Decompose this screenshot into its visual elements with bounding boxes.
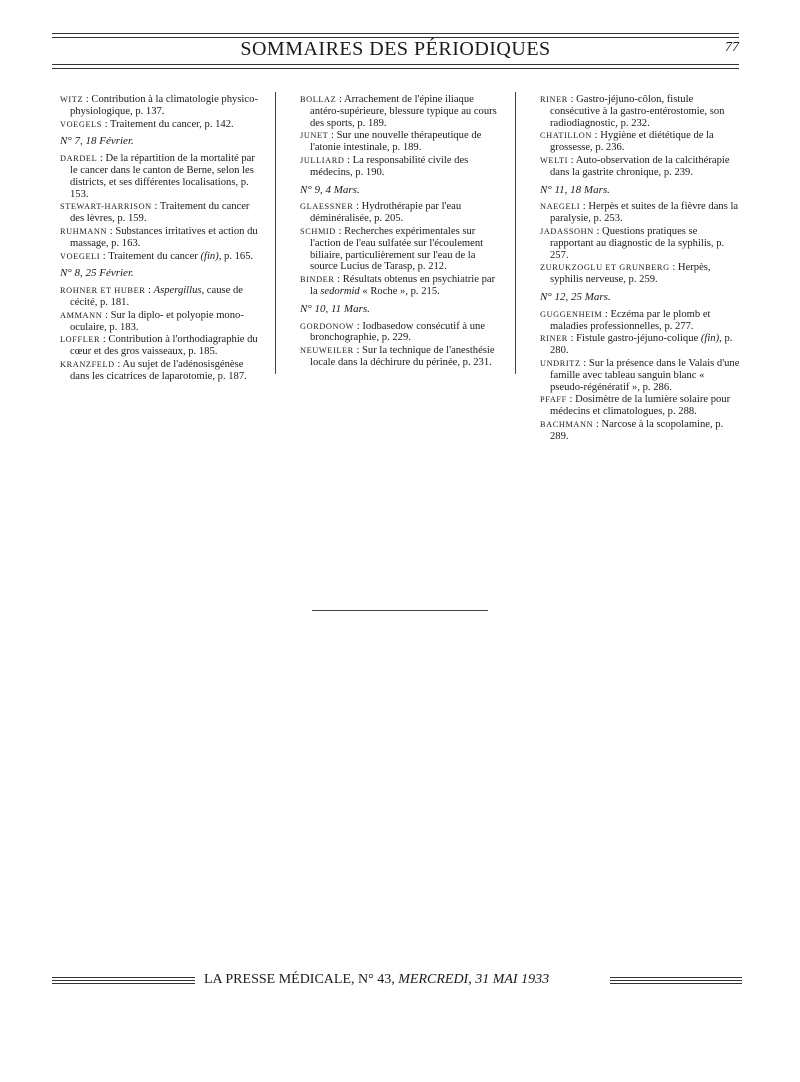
- header-bottom-rules: [52, 64, 739, 72]
- author-name: CHATILLON: [540, 131, 592, 141]
- article-entry: [540, 358, 740, 393]
- article-entry: [540, 309, 740, 333]
- author-name: JULLIARD: [300, 155, 345, 165]
- article-entry: [60, 201, 258, 225]
- article-title: : Sur la diplo- et polyopie mono-oculaire, p. 183.: [70, 309, 244, 333]
- author-name: GORDONOW: [300, 321, 355, 331]
- article-entry: [60, 226, 258, 250]
- footer-text: [204, 972, 604, 988]
- article-title: : Herpès, syphilis nerveuse, p. 259.: [550, 262, 711, 286]
- author-name: AMMANN: [60, 310, 103, 320]
- article-title: : Iodbasedow consécutif à une bronchographie, p. 229.: [310, 320, 486, 344]
- author-name: SCHMID: [300, 226, 336, 236]
- article-entry: [60, 310, 258, 334]
- author-name: WITZ: [60, 95, 84, 104]
- page-number: 77: [725, 40, 739, 55]
- article-title: : Narcose à la scopolamine, p. 289.: [550, 418, 724, 442]
- column-divider: [515, 92, 516, 374]
- article-entry: [60, 153, 258, 200]
- page-footer: [52, 972, 742, 992]
- article-entry: [300, 130, 500, 154]
- article-entry: [60, 334, 258, 358]
- article-title: : Herpès et suites de la fièvre dans la paralysie, p. 253.: [550, 201, 739, 225]
- author-name: VOEGELS: [60, 119, 102, 129]
- article-title: : Auto-observation de la calcithérapie dans la gastrite chronique, p. 239.: [550, 154, 730, 178]
- article-title: : Eczéma par le plomb et maladies professionnelles, p. 277.: [550, 308, 711, 332]
- column-3: [540, 94, 740, 444]
- author-name: STEWART-HARRISON: [60, 202, 152, 212]
- article-title-italic: Aspergillus: [153, 285, 202, 297]
- article-title: : Traitement du cancer, p. 142.: [102, 118, 234, 130]
- issue-heading: N° 12, 25 Mars.: [540, 290, 611, 303]
- footer-rule-right: [610, 977, 742, 986]
- article-title: : Contribution à l'orthodiagraphie du cœur et des gros vaisseaux, p. 185.: [70, 334, 258, 358]
- article-title: : Traitement du cancer: [100, 250, 201, 262]
- article-entry: [540, 333, 740, 357]
- author-name: LOFFLER: [60, 335, 101, 345]
- article-entry: [540, 130, 740, 154]
- article-entry: [300, 226, 500, 273]
- author-name: BOLLAZ: [300, 95, 337, 104]
- article-title: : Fistule gastro-jéjuno-colique: [567, 333, 701, 345]
- author-name: UNDRITZ: [540, 358, 581, 368]
- summary-columns: [52, 94, 742, 442]
- article-title: : La responsabilité civile des médecins, p. 190.: [310, 154, 469, 178]
- article-entry: [300, 274, 500, 298]
- article-entry: [300, 345, 500, 369]
- footer-date: 31 MAI 1933: [475, 972, 550, 987]
- article-entry: [540, 226, 740, 261]
- article-page-ref: , cause de cécité, p. 181.: [70, 285, 243, 308]
- article-entry: [540, 94, 740, 129]
- author-name: RUHMANN: [60, 226, 108, 236]
- article-entry: [60, 94, 258, 118]
- article-entry: [540, 394, 740, 418]
- author-name: JADASSOHN: [540, 226, 594, 236]
- article-title: : Dosimètre de la lumière solaire pour médecins et climatologues, p. 288.: [550, 394, 731, 418]
- author-name: NEUWEILER: [300, 346, 354, 356]
- author-name: KRANZFELD: [60, 359, 115, 369]
- issue-heading: N° 11, 18 Mars.: [540, 183, 610, 196]
- article-entry: [60, 359, 258, 383]
- issue-heading: N° 10, 11 Mars.: [300, 302, 370, 315]
- author-name: RINER: [540, 334, 568, 344]
- article-entry: [540, 262, 740, 286]
- author-name: RINER: [540, 95, 568, 104]
- author-name: GLAESSNER: [300, 202, 354, 212]
- article-title: : De la répartition de la mortalité par le cancer dans le canton de Berne, selon les districts, et ses différentes localisations, p. 153.: [70, 153, 255, 200]
- article-page-ref: « Roche », p. 215.: [359, 285, 440, 297]
- article-title: :: [145, 285, 154, 297]
- author-name: BACHMANN: [540, 419, 594, 429]
- article-page-ref: , p. 165.: [218, 250, 254, 262]
- issue-heading: N° 9, 4 Mars.: [300, 183, 360, 196]
- issue-heading: N° 7, 18 Février.: [60, 135, 134, 148]
- article-title-italic: (fin): [700, 333, 720, 345]
- article-entry: [60, 251, 258, 263]
- author-name: ROHNER ET HUBER: [60, 286, 146, 296]
- article-title: : Hydrothérapie par l'eau déminéralisée, p. 205.: [310, 201, 462, 225]
- footer-journal: LA PRESSE MÉDICALE, N° 43,: [204, 972, 395, 987]
- article-title: : Résultats obtenus en psychiatrie par la: [310, 274, 496, 297]
- footer-rule-left: [52, 977, 195, 986]
- article-entry: [60, 119, 258, 131]
- author-name: DARDEL: [60, 154, 98, 164]
- article-title: : Au sujet de l'adénosisgénèse dans les cicatrices de laparotomie, p. 187.: [70, 358, 247, 382]
- article-title: : Gastro-jéjuno-côlon, fistule consécutive à la gastro-entérostomie, son radiodiagnostic, p. 232.: [550, 94, 725, 129]
- article-entry: [540, 201, 740, 225]
- article-title: : Questions pratiques se rapportant au diagnostic de la syphilis, p. 257.: [550, 225, 725, 261]
- author-name: WELTI: [540, 155, 569, 165]
- article-title: : Substances irritatives et action du massage, p. 163.: [70, 225, 258, 249]
- article-title: : Contribution à la climatologie physico-physiologique, p. 137.: [70, 94, 258, 117]
- article-entry: [300, 155, 500, 179]
- article-title: : Recherches expérimentales sur l'action de l'eau sulfatée sur l'écoulement biliaire, particulièrement sur l'eau de la source Lucius de Tarasp, p. 212.: [310, 225, 484, 273]
- article-title-italic: sedormid: [320, 285, 360, 297]
- footer-day: MERCREDI,: [398, 972, 472, 987]
- author-name: ZURUKZOGLU ET GRUNBERG: [540, 263, 670, 273]
- article-title: : Sur la technique de l'anesthésie locale dans la déchirure du périnée, p. 231.: [310, 345, 495, 368]
- author-name: PFAFF: [540, 395, 567, 405]
- author-name: JUNET: [300, 131, 329, 141]
- column-2: [300, 94, 500, 370]
- article-title-italic: (fin): [200, 250, 219, 262]
- article-page-ref: , p. 280.: [550, 333, 733, 357]
- column-1: [60, 94, 258, 384]
- article-entry: [300, 321, 500, 345]
- page-header: [52, 38, 739, 64]
- article-title: : Hygiène et diététique de la grossesse, p. 236.: [550, 130, 714, 154]
- column-divider: [275, 92, 276, 374]
- article-entry: [540, 155, 740, 179]
- article-title: : Arrachement de l'épine iliaque antéro-supérieure, blessure typique au cours des sports, p. 189.: [310, 94, 497, 129]
- page-title: SOMMAIRES DES PÉRIODIQUES: [240, 38, 551, 60]
- article-entry: [540, 419, 740, 443]
- article-title: : Sur une nouvelle thérapeutique de l'atonie intestinale, p. 189.: [310, 130, 482, 154]
- author-name: GUGGENHEIM: [540, 309, 603, 319]
- section-separator: [312, 610, 488, 611]
- issue-heading: N° 8, 25 Février.: [60, 267, 134, 280]
- article-title: : Sur la présence dans le Valais d'une famille avec tableau sanguin blanc « pseudo-régénératif », p. 286.: [550, 357, 740, 393]
- article-title: : Traitement du cancer des lèvres, p. 159.: [70, 201, 250, 225]
- article-entry: [60, 285, 258, 309]
- article-entry: [300, 94, 500, 129]
- author-name: BINDER: [300, 275, 335, 285]
- article-entry: [300, 201, 500, 225]
- author-name: NAEGELI: [540, 202, 581, 212]
- author-name: VOEGELI: [60, 251, 101, 261]
